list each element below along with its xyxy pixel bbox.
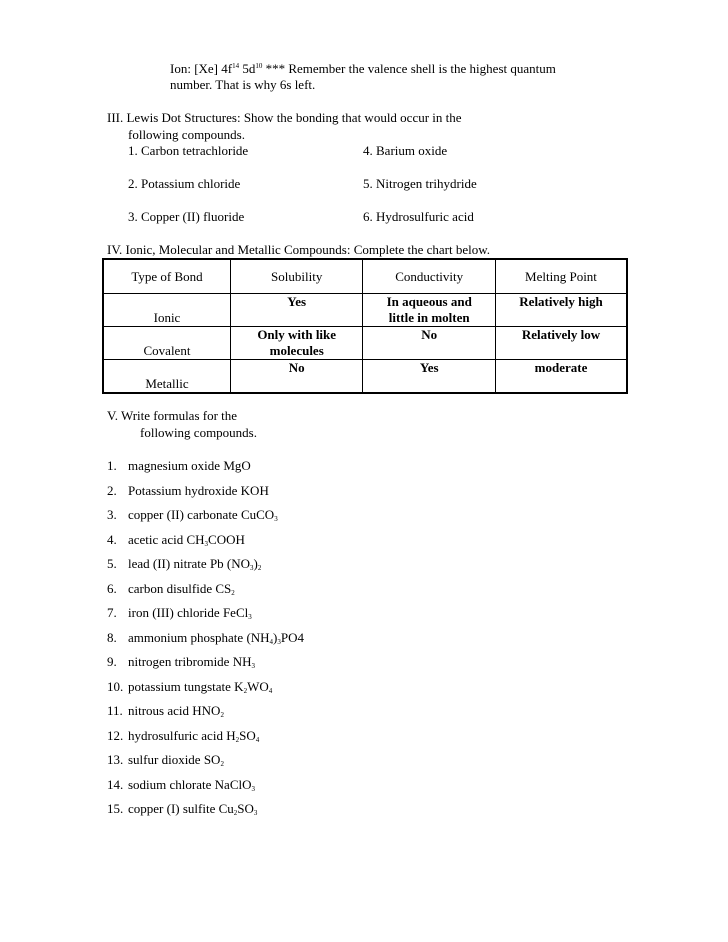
conductivity-cell: No bbox=[363, 327, 496, 360]
chemical-formula bbox=[186, 532, 244, 547]
subscript: 4 bbox=[255, 735, 260, 744]
formula-part: ) bbox=[253, 556, 258, 571]
compound-name: sulfur dioxide bbox=[128, 752, 204, 767]
subscript: 2 bbox=[220, 711, 224, 719]
subscript: 2 bbox=[233, 809, 238, 817]
item-number: 1. bbox=[107, 458, 117, 473]
bond-type-cell: Metallic bbox=[103, 360, 230, 394]
chemical-formula bbox=[241, 507, 278, 522]
formula-part: CH bbox=[186, 531, 205, 547]
chemical-formula bbox=[210, 556, 261, 571]
compound-name: potassium tungstate bbox=[128, 678, 235, 694]
chemical-formula bbox=[241, 483, 269, 498]
formula-part: SO bbox=[237, 801, 254, 816]
formula-part: NaClO bbox=[214, 776, 252, 792]
formula-part: SO bbox=[203, 752, 221, 767]
ion-config-line bbox=[170, 61, 556, 77]
formula-part: ) bbox=[273, 629, 278, 645]
formula-part: HNO bbox=[192, 703, 221, 718]
item-number: 10. bbox=[107, 678, 124, 694]
compound-name: nitrogen tribromide bbox=[128, 654, 233, 669]
chemical-formula bbox=[223, 605, 252, 620]
lewis-item: 4. Barium oxide bbox=[363, 143, 448, 158]
formula-part: NH bbox=[232, 654, 252, 669]
formula-item bbox=[107, 581, 235, 597]
compound-name: iron (III) chloride bbox=[128, 605, 223, 620]
item-number: 13. bbox=[107, 752, 124, 767]
item-number: 3. bbox=[107, 507, 117, 522]
subscript: 3 bbox=[253, 809, 258, 817]
cell-line: Only with like bbox=[257, 327, 337, 342]
chemical-formula bbox=[246, 630, 304, 645]
chemical-formula bbox=[233, 654, 255, 669]
subscript: 3 bbox=[204, 539, 209, 548]
chart-row-ionic bbox=[103, 294, 627, 327]
formula-part: CS bbox=[215, 580, 232, 596]
subscript: 3 bbox=[251, 662, 255, 670]
compound-name: magnesium oxide bbox=[128, 458, 224, 473]
compound-name: hydrosulfuric acid bbox=[128, 727, 227, 743]
chart-row-metallic bbox=[103, 360, 627, 394]
chart-header-cell: Melting Point bbox=[495, 259, 627, 294]
section-5-subheading: following compounds. bbox=[140, 425, 257, 440]
item-number: 7. bbox=[107, 605, 117, 620]
formula-item bbox=[107, 483, 269, 499]
lewis-item: 2. Potassium chloride bbox=[128, 176, 241, 191]
formula-part: COOH bbox=[208, 531, 245, 547]
conductivity-cell bbox=[363, 294, 496, 327]
item-number: 12. bbox=[107, 727, 124, 743]
item-number: 5. bbox=[107, 556, 117, 571]
melting-point-cell: Relatively low bbox=[495, 327, 627, 360]
subscript: 3 bbox=[274, 515, 278, 523]
item-number: 8. bbox=[107, 629, 117, 645]
formula-item bbox=[107, 703, 224, 719]
formula-item bbox=[107, 556, 261, 572]
subscript: 2 bbox=[243, 686, 248, 695]
ion-config-text: Ion: [Xe] 4f bbox=[170, 61, 233, 76]
subscript: 2 bbox=[231, 588, 235, 597]
formula-item bbox=[107, 458, 251, 474]
melting-point-cell: Relatively high bbox=[495, 294, 627, 327]
solubility-cell: No bbox=[230, 360, 362, 394]
formula-item bbox=[107, 728, 259, 744]
formula-part: Cu bbox=[218, 801, 234, 816]
lewis-item: 6. Hydrosulfuric acid bbox=[363, 209, 474, 224]
ion-note-line: number. That is why 6s left. bbox=[170, 77, 316, 92]
section-3-heading: III. Lewis Dot Structures: Show the bonding that would occur in the bbox=[107, 110, 462, 125]
formula-item bbox=[107, 752, 224, 768]
formula-part: WO bbox=[247, 678, 269, 694]
chart-header-row bbox=[103, 259, 627, 294]
bond-chart bbox=[102, 258, 628, 394]
superscript: 10 bbox=[255, 62, 263, 70]
subscript: 3 bbox=[277, 637, 281, 646]
chemical-formula bbox=[192, 703, 224, 718]
compound-name: ammonium phosphate bbox=[128, 629, 247, 645]
chemical-formula bbox=[223, 458, 250, 473]
subscript: 2 bbox=[257, 564, 262, 572]
formula-item bbox=[107, 654, 255, 670]
item-number: 11. bbox=[107, 703, 123, 718]
formula-part: FeCl bbox=[222, 605, 249, 620]
section-3-subheading: following compounds. bbox=[128, 127, 245, 142]
melting-point-cell: moderate bbox=[495, 360, 627, 394]
subscript: 3 bbox=[250, 564, 254, 572]
item-number: 4. bbox=[107, 531, 117, 547]
formula-item bbox=[107, 801, 257, 817]
compound-name: copper (II) carbonate bbox=[128, 507, 241, 522]
chart-header-cell: Conductivity bbox=[363, 259, 496, 294]
item-number: 14. bbox=[107, 776, 124, 792]
section-4-heading: IV. Ionic, Molecular and Metallic Compounds: Complete the chart below. bbox=[107, 242, 491, 257]
superscript: 14 bbox=[232, 62, 240, 70]
compound-name: copper (I) sulfite bbox=[128, 801, 219, 816]
formula-item bbox=[107, 507, 278, 523]
formula-part: KOH bbox=[240, 482, 269, 498]
item-number: 6. bbox=[107, 580, 117, 596]
subscript: 3 bbox=[251, 784, 255, 793]
formula-item bbox=[107, 532, 245, 548]
formula-item bbox=[107, 679, 272, 695]
chemical-formula bbox=[219, 801, 258, 816]
compound-name: sodium chlorate bbox=[128, 776, 215, 792]
chemical-formula bbox=[215, 777, 255, 792]
cell-line: little in molten bbox=[388, 310, 470, 325]
compound-name: acetic acid bbox=[128, 531, 187, 547]
ion-note-text: *** Remember the valence shell is the highest quantum bbox=[262, 61, 556, 76]
chemical-formula bbox=[226, 728, 259, 743]
compound-name: carbon disulfide bbox=[128, 580, 216, 596]
formula-item bbox=[107, 777, 255, 793]
formula-part: PO4 bbox=[280, 629, 305, 645]
subscript: 4 bbox=[268, 686, 273, 695]
subscript: 2 bbox=[235, 735, 240, 744]
formula-part: Pb (NO bbox=[209, 556, 251, 571]
subscript: 2 bbox=[220, 760, 224, 768]
conductivity-cell: Yes bbox=[363, 360, 496, 394]
ion-config-text: 5d bbox=[239, 61, 256, 76]
formula-part: CuCO bbox=[240, 507, 275, 522]
formula-item bbox=[107, 605, 252, 621]
cell-line: In aqueous and bbox=[386, 294, 472, 309]
section-5-heading: V. Write formulas for the bbox=[107, 408, 238, 423]
formula-item bbox=[107, 630, 304, 646]
compound-name: Potassium hydroxide bbox=[128, 482, 241, 498]
chart-header-cell: Type of Bond bbox=[103, 259, 230, 294]
chemical-formula bbox=[234, 679, 272, 694]
formula-part: H bbox=[226, 727, 236, 743]
formula-part: SO bbox=[239, 727, 256, 743]
solubility-cell bbox=[230, 327, 362, 360]
lewis-item: 5. Nitrogen trihydride bbox=[363, 176, 477, 191]
item-number: 15. bbox=[107, 801, 124, 816]
item-number: 2. bbox=[107, 482, 117, 498]
subscript: 3 bbox=[248, 613, 252, 621]
lewis-item: 1. Carbon tetrachloride bbox=[128, 143, 249, 158]
chemical-formula bbox=[215, 581, 234, 596]
formula-part: (NH bbox=[246, 629, 270, 645]
chemical-formula bbox=[204, 752, 224, 767]
cell-line: molecules bbox=[269, 343, 324, 358]
chart-header-cell: Solubility bbox=[230, 259, 362, 294]
item-number: 9. bbox=[107, 654, 117, 669]
compound-name: lead (II) nitrate bbox=[128, 556, 210, 571]
lewis-item: 3. Copper (II) fluoride bbox=[128, 209, 245, 224]
chart-row-covalent bbox=[103, 327, 627, 360]
solubility-cell: Yes bbox=[230, 294, 362, 327]
subscript: 4 bbox=[269, 637, 274, 646]
formula-part: MgO bbox=[223, 458, 251, 473]
bond-type-cell: Covalent bbox=[103, 327, 230, 360]
compound-name: nitrous acid bbox=[128, 703, 193, 718]
formula-part: K bbox=[234, 678, 244, 694]
bond-type-cell: Ionic bbox=[103, 294, 230, 327]
